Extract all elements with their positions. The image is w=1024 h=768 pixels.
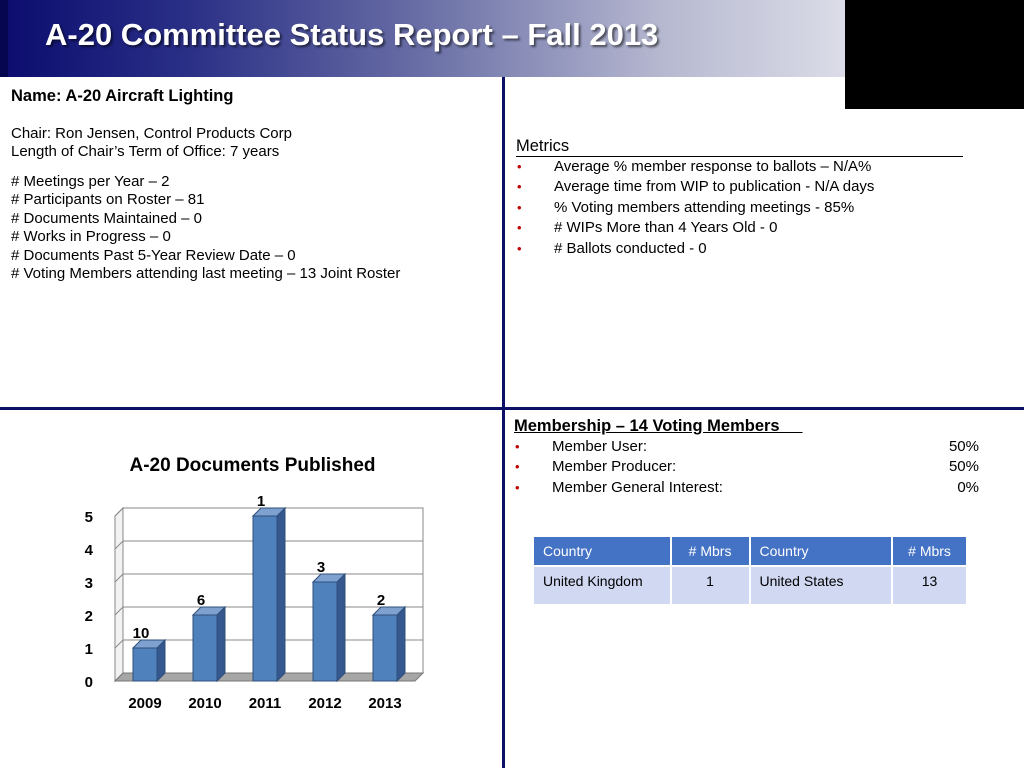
x-tick-label: 2009 — [128, 695, 162, 712]
list-item: • # WIPs More than 4 Years Old - 0 — [516, 218, 966, 238]
bullet-icon: • — [515, 439, 520, 454]
list-item: • Average time from WIP to publication - N/A days — [516, 177, 966, 197]
y-tick-label: 0 — [84, 674, 93, 691]
bar — [253, 516, 277, 681]
column-header-members: # Mbrs — [671, 537, 750, 566]
membership-percent: 0% — [957, 478, 979, 496]
bar-side — [337, 574, 345, 681]
bullet-icon: • — [517, 159, 522, 174]
bullet-icon: • — [517, 179, 522, 195]
vertical-divider — [502, 77, 505, 768]
table-row — [534, 566, 967, 604]
bullet-icon: • — [517, 220, 522, 236]
list-item: • Average % member response to ballots – N/A% — [516, 157, 966, 177]
bullet-icon: • — [515, 479, 520, 495]
metrics-section — [516, 137, 966, 259]
bar-side — [277, 508, 285, 681]
chair-block — [11, 125, 496, 162]
stat-past-review: # Documents Past 5-Year Review Date – 0 — [11, 246, 296, 264]
table-cell: United Kingdom — [534, 566, 671, 604]
x-tick-label: 2011 — [248, 695, 282, 712]
chair-term-text: Length of Chair’s Term of Office: 7 years — [11, 143, 280, 160]
committee-info — [11, 87, 496, 295]
y-tick-label: 4 — [84, 542, 93, 559]
page-title: A-20 Committee Status Report – Fall 2013 — [45, 17, 659, 52]
bar — [313, 582, 337, 681]
bar — [133, 648, 157, 681]
bar-side — [217, 607, 225, 681]
data-label: 2 — [376, 592, 386, 609]
data-label: 3 — [316, 559, 326, 576]
x-tick-label: 2010 — [188, 695, 222, 712]
column-header-members: # Mbrs — [892, 537, 967, 566]
stats-block — [11, 173, 496, 284]
data-label: 1 — [256, 493, 266, 510]
table-cell: 13 — [892, 566, 967, 604]
membership-percent: 50% — [948, 438, 979, 455]
membership-row-producer — [514, 457, 984, 477]
bar-side — [397, 607, 405, 681]
x-tick-label: 2012 — [308, 695, 342, 712]
table-cell: 1 — [671, 566, 750, 604]
logo-placeholder — [845, 0, 1024, 109]
country-members-table — [534, 537, 968, 604]
chair-text: Chair: Ron Jensen, Control Products Corp — [11, 124, 292, 142]
metrics-title: Metrics — [516, 137, 963, 157]
column-header-country: Country — [534, 537, 671, 566]
bar — [373, 615, 397, 681]
x-tick-label: 2013 — [368, 695, 402, 712]
data-label: 10 — [132, 625, 150, 642]
membership-section — [514, 417, 984, 498]
y-tick-label: 1 — [84, 641, 93, 658]
bar — [193, 615, 217, 681]
chart-side-wall — [115, 508, 123, 681]
y-tick-label: 3 — [84, 575, 93, 592]
title-accent — [0, 0, 8, 77]
bullet-icon: • — [515, 459, 520, 475]
y-tick-label: 5 — [84, 509, 93, 526]
y-tick-label: 2 — [84, 608, 93, 625]
bullet-icon: • — [517, 199, 522, 215]
list-item: • % Voting members attending meetings - 85% — [516, 198, 966, 218]
chart-title: A-20 Documents Published — [129, 455, 376, 476]
documents-published-chart — [60, 445, 460, 735]
list-item: • # Ballots conducted - 0 — [516, 239, 966, 259]
data-label: 6 — [196, 592, 206, 609]
committee-name: Name: A-20 Aircraft Lighting — [11, 87, 234, 105]
membership-label: Member User: — [552, 438, 648, 455]
membership-title: Membership – 14 Voting Members — [514, 417, 803, 435]
table-cell: United States — [750, 566, 893, 604]
horizontal-divider — [0, 407, 1024, 410]
column-header-country: Country — [750, 537, 893, 566]
stat-wips: # Works in Progress – 0 — [11, 228, 171, 245]
bullet-icon: • — [517, 240, 522, 256]
stat-voting-attendance: # Voting Members attending last meeting – 13 Joint Roster — [11, 265, 401, 282]
stat-meetings: # Meetings per Year – 2 — [11, 172, 170, 190]
metrics-list — [516, 157, 966, 259]
title-bar — [0, 0, 848, 77]
stat-participants: # Participants on Roster – 81 — [11, 191, 205, 208]
membership-row-general-interest — [514, 478, 984, 498]
table-header-row — [534, 537, 967, 566]
membership-row-user — [514, 437, 984, 457]
membership-label: Member General Interest: — [552, 478, 723, 496]
membership-label: Member Producer: — [552, 458, 677, 476]
stat-documents: # Documents Maintained – 0 — [11, 209, 202, 227]
membership-percent: 50% — [948, 458, 979, 476]
